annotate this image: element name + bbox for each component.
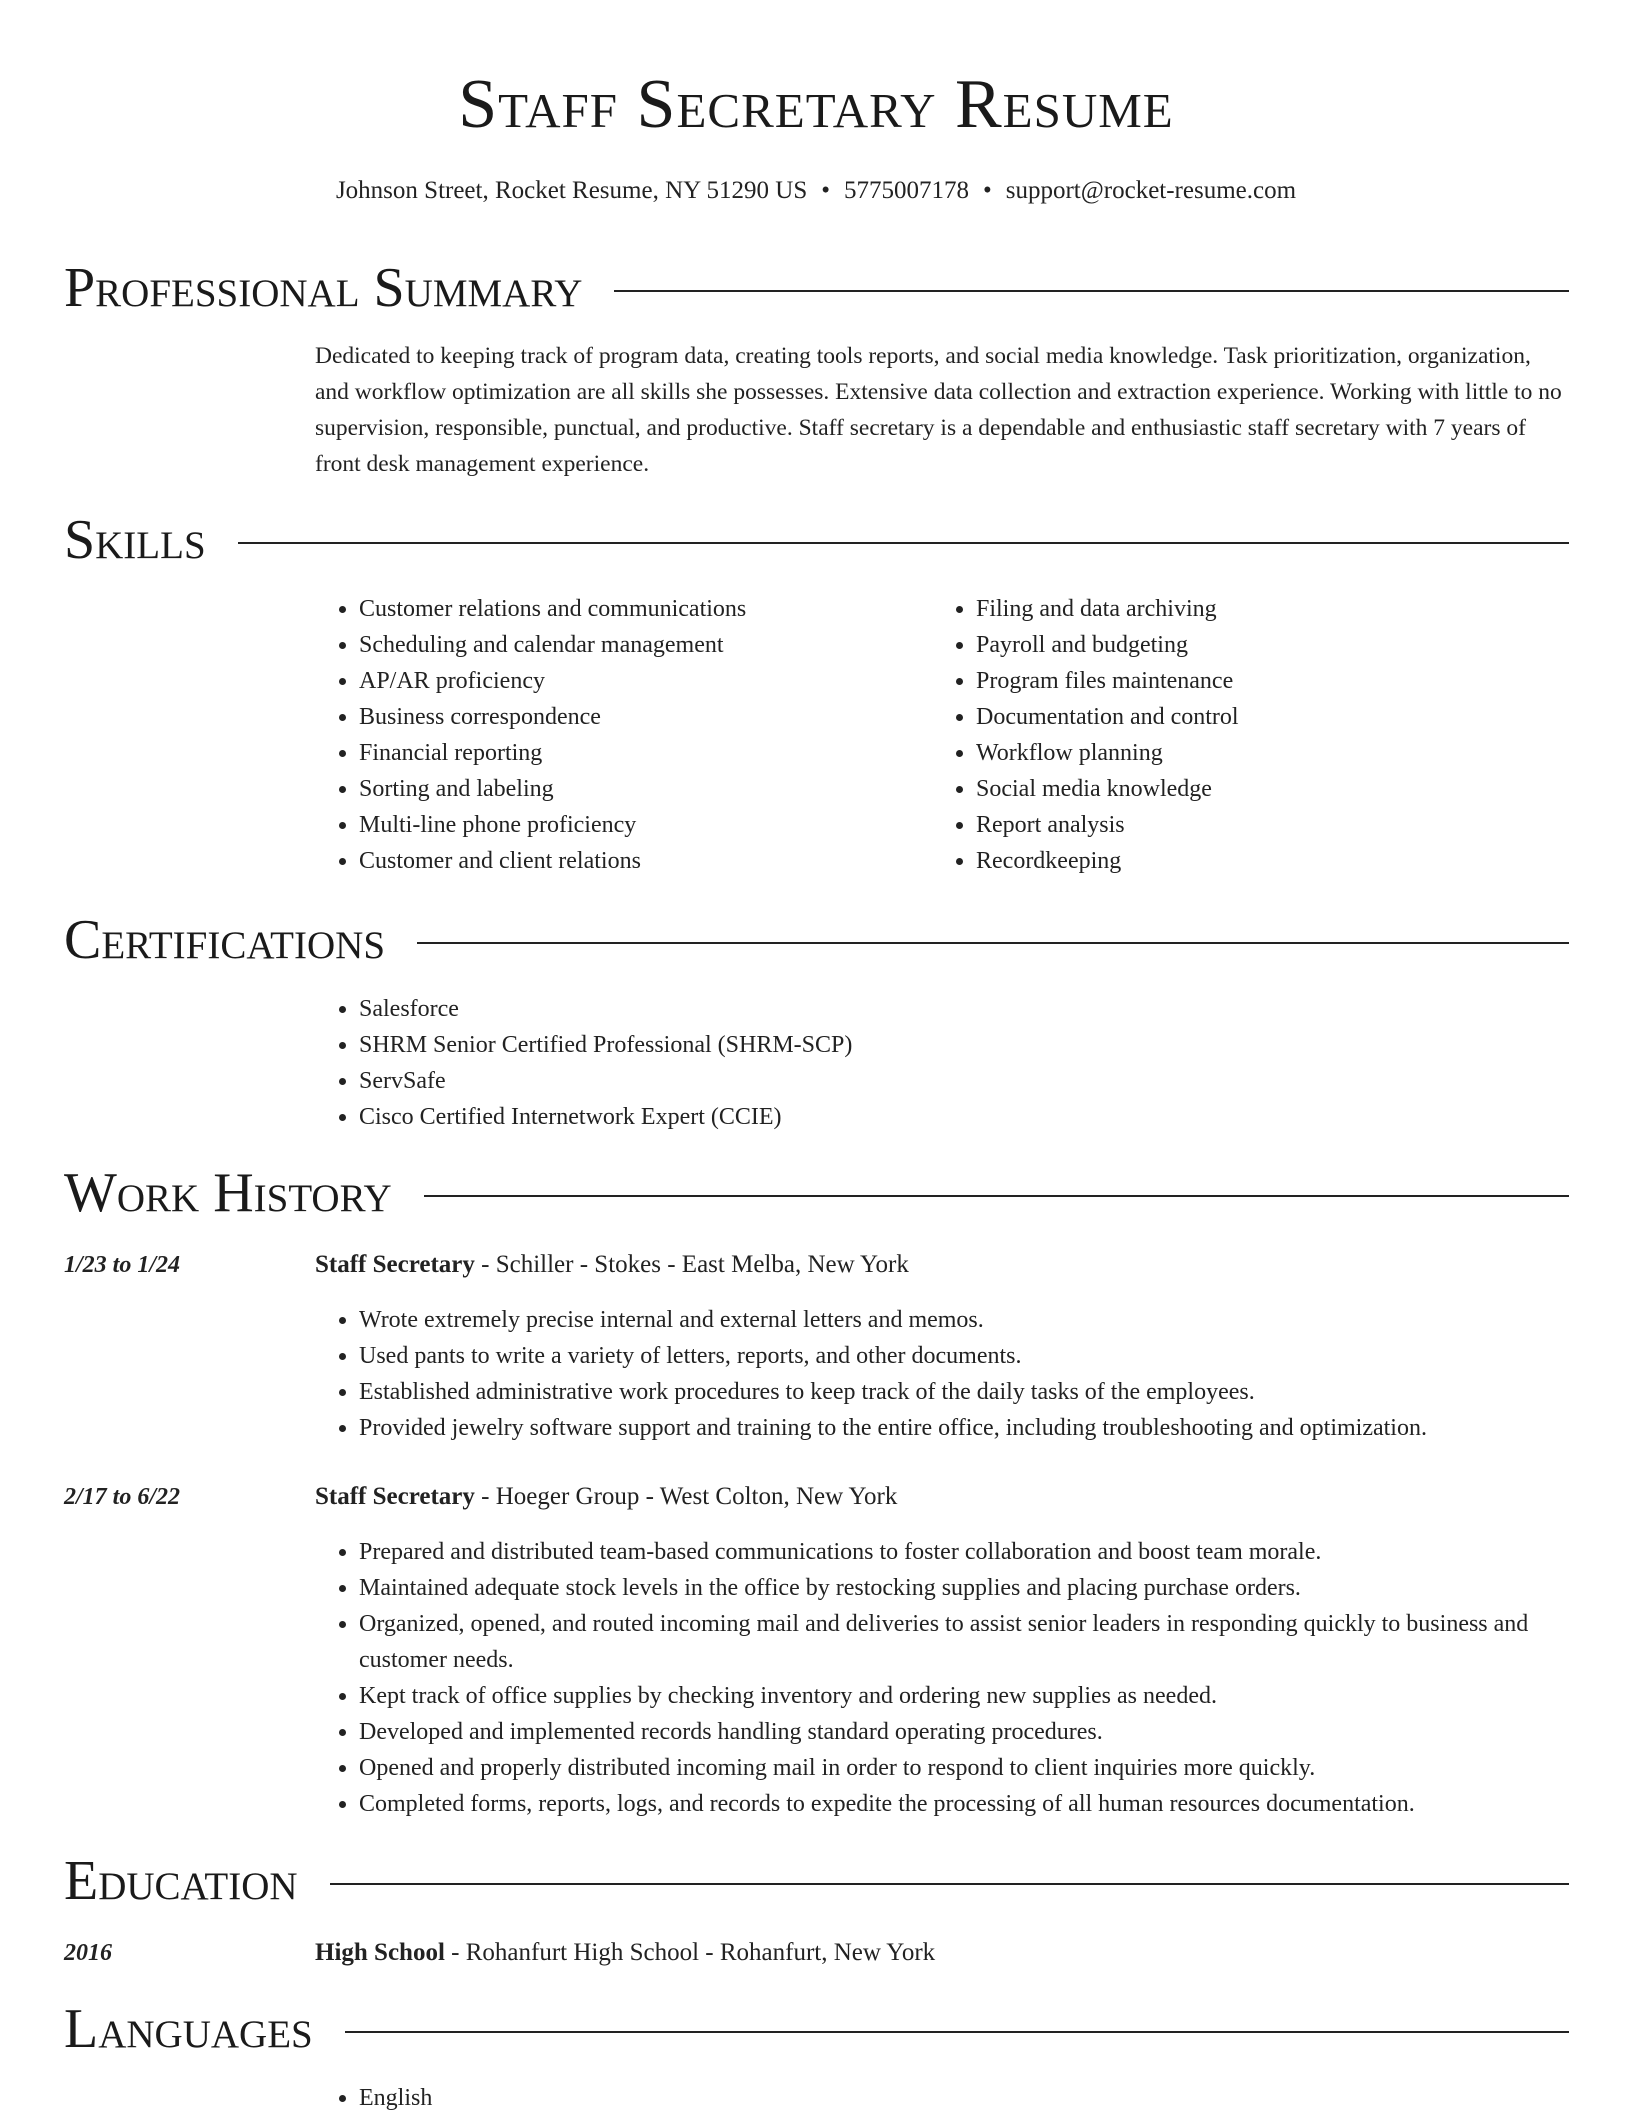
- job-bullet: • Kept track of office supplies by checking inventory and ordering new supplies as needed.: [359, 1678, 1575, 1714]
- section-title-languages: Languages: [64, 1998, 313, 2060]
- skill-item: • Business correspondence: [359, 699, 915, 735]
- contact-address: Johnson Street, Rocket Resume, NY 51290 US: [335, 177, 808, 204]
- skill-item: • Scheduling and calendar management: [359, 627, 915, 663]
- certification-item: • ServSafe: [359, 1063, 1515, 1099]
- job-bullet: • Established administrative work procedures to keep track of the daily tasks of the employees.: [359, 1374, 1575, 1410]
- contact-separator: •: [821, 177, 830, 204]
- section-title-summary: Professional Summary: [64, 257, 583, 319]
- skill-item: • Customer and client relations: [359, 843, 915, 879]
- contact-separator: •: [982, 177, 992, 204]
- skill-item: • Multi-line phone proficiency: [359, 807, 915, 843]
- skill-item: • Payroll and budgeting: [976, 627, 1552, 663]
- job-dates: 2/17 to 6/22: [64, 1484, 181, 1510]
- job-bullet: • Prepared and distributed team-based communications to foster collaboration and boost team morale.: [359, 1534, 1575, 1570]
- job-bullet: • Provided jewelry software support and training to the entire office, including troubleshooting and optimization.: [359, 1410, 1575, 1446]
- section-header-languages: [64, 1997, 1569, 2061]
- skill-item: • AP/AR proficiency: [359, 663, 915, 699]
- section-divider: [238, 542, 1569, 544]
- job-bullet: • Maintained adequate stock levels in the office by restocking supplies and placing purchase orders.: [359, 1570, 1575, 1606]
- summary-text: Dedicated to keeping track of program data, creating tools reports, and social media knowledge. Task prioritization, organization, and workflow optimization are all skills she possesses. Extensive data collection and extraction experience. Working with little to no supervision, responsible, punctual, and productive. Staff secretary is a dependable and enthusiastic staff secretary with 7 years of front desk management experience.: [315, 343, 1562, 477]
- contact-phone: 5775007178: [843, 177, 969, 204]
- job-heading: [315, 1479, 897, 1515]
- skill-item: • Program files maintenance: [976, 663, 1552, 699]
- education-degree: High School: [315, 1939, 445, 1966]
- job-heading: [315, 1247, 909, 1283]
- section-title-education: Education: [64, 1850, 298, 1912]
- section-header-skills: [64, 508, 1569, 572]
- skill-item: • Filing and data archiving: [976, 591, 1552, 627]
- skill-item: • Workflow planning: [976, 735, 1552, 771]
- skill-item: • Financial reporting: [359, 735, 915, 771]
- job-details: - Hoeger Group - West Colton, New York: [474, 1483, 898, 1510]
- job-bullet: • Organized, opened, and routed incoming mail and deliveries to assist senior leaders in responding quickly to business and customer needs.: [359, 1606, 1575, 1678]
- languages-list: [315, 2080, 1575, 2116]
- skill-item: • Sorting and labeling: [359, 771, 915, 807]
- section-divider: [330, 1883, 1569, 1885]
- section-header-education: [64, 1849, 1569, 1913]
- section-header-work-history: [64, 1161, 1569, 1225]
- section-divider: [424, 1195, 1569, 1197]
- certification-item: • Cisco Certified Internetwork Expert (CCIE): [359, 1099, 1515, 1135]
- section-divider: [614, 290, 1569, 292]
- section-header-certifications: [64, 908, 1569, 972]
- job-bullets: [315, 1534, 1575, 1822]
- education-details: - Rohanfurt High School - Rohanfurt, New York: [444, 1939, 936, 1966]
- resume-title: Staff Secretary Resume: [458, 66, 1174, 143]
- job-title: Staff Secretary: [315, 1483, 475, 1510]
- skill-item: • Social media knowledge: [976, 771, 1552, 807]
- section-title-certifications: Certifications: [64, 909, 386, 971]
- language-item: • English: [359, 2080, 1575, 2116]
- skills-column-right: [932, 591, 1552, 879]
- section-divider: [345, 2031, 1569, 2033]
- contact-email: support@rocket-resume.com: [1005, 177, 1297, 204]
- job-bullets: [315, 1302, 1575, 1446]
- job-bullet: • Wrote extremely precise internal and external letters and memos.: [359, 1302, 1575, 1338]
- section-title-skills: Skills: [64, 509, 206, 571]
- contact-line: [0, 174, 1632, 208]
- job-dates: 1/23 to 1/24: [64, 1252, 181, 1278]
- section-divider: [417, 942, 1569, 944]
- job-details: - Schiller - Stokes - East Melba, New York: [474, 1251, 909, 1278]
- certifications-list: [315, 991, 1515, 1135]
- education-year: 2016: [64, 1940, 112, 1966]
- job-bullet: • Completed forms, reports, logs, and records to expedite the processing of all human resources documentation.: [359, 1786, 1575, 1822]
- section-title-work-history: Work History: [64, 1162, 392, 1224]
- skill-item: • Recordkeeping: [976, 843, 1552, 879]
- skill-item: • Report analysis: [976, 807, 1552, 843]
- certification-item: • SHRM Senior Certified Professional (SHRM-SCP): [359, 1027, 1515, 1063]
- skills-column-left: [315, 591, 915, 879]
- education-heading: [315, 1935, 935, 1971]
- job-bullet: • Developed and implemented records handling standard operating procedures.: [359, 1714, 1575, 1750]
- skill-item: • Customer relations and communications: [359, 591, 915, 627]
- certification-item: • Salesforce: [359, 991, 1515, 1027]
- section-header-summary: [64, 256, 1569, 320]
- job-title: Staff Secretary: [315, 1251, 475, 1278]
- job-bullet: • Used pants to write a variety of letters, reports, and other documents.: [359, 1338, 1575, 1374]
- skill-item: • Documentation and control: [976, 699, 1552, 735]
- job-bullet: • Opened and properly distributed incoming mail in order to respond to client inquiries more quickly.: [359, 1750, 1575, 1786]
